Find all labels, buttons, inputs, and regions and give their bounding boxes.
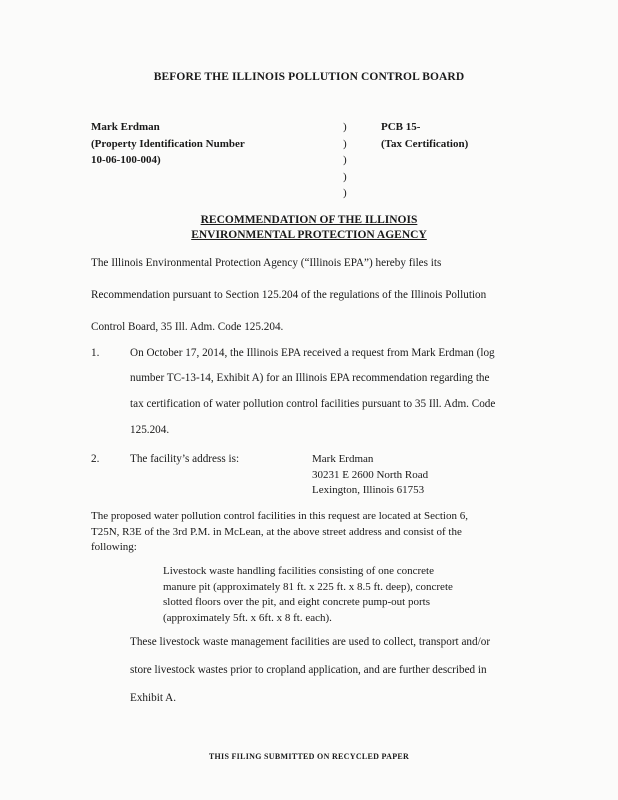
caption-paren: ) bbox=[343, 154, 347, 166]
usage-line: Exhibit A. bbox=[130, 692, 176, 704]
para1-line: number TC-13-14, Exhibit A) for an Illinois EPA recommendation regarding the bbox=[130, 372, 490, 384]
facility-description bbox=[163, 564, 453, 626]
location-line: T25N, R3E of the 3rd P.M. in McLean, at the above street address and consist of the bbox=[91, 525, 462, 538]
caption-paren: ) bbox=[343, 187, 347, 199]
location-line: The proposed water pollution control facilities in this request are located at Section 6, bbox=[91, 510, 468, 522]
board-title: BEFORE THE ILLINOIS POLLUTION CONTROL BOARD bbox=[153, 71, 465, 83]
caption-party-line: (Property Identification Number bbox=[91, 137, 245, 150]
para1-line: 125.204. bbox=[130, 424, 170, 436]
location-line: following: bbox=[91, 541, 137, 553]
intro-line: Control Board, 35 Ill. Adm. Code 125.204. bbox=[91, 321, 284, 333]
intro-line: The Illinois Environmental Protection Agency (“Illinois EPA”) hereby files its bbox=[91, 257, 442, 269]
case-type: (Tax Certification) bbox=[381, 137, 469, 150]
para2-label: The facility’s address is: bbox=[130, 453, 240, 465]
caption-party-line: 10-06-100-004) bbox=[91, 154, 161, 166]
caption-paren: ) bbox=[343, 170, 347, 183]
recommendation-title-line1: RECOMMENDATION OF THE ILLINOIS bbox=[200, 214, 418, 226]
address-line: 30231 E 2600 North Road bbox=[312, 468, 429, 481]
para1-number: 1. bbox=[91, 347, 100, 359]
para1-line: On October 17, 2014, the Illinois EPA received a request from Mark Erdman (log bbox=[130, 347, 495, 359]
para2-number: 2. bbox=[91, 453, 100, 465]
facility-desc-line: slotted floors over the pit, and eight concrete pump-out ports bbox=[163, 596, 430, 608]
caption-parentheses bbox=[343, 119, 347, 202]
address-line: Lexington, Illinois 61753 bbox=[312, 484, 425, 496]
usage-line: store livestock wastes prior to cropland application, and are further described in bbox=[130, 664, 487, 676]
location-paragraph bbox=[91, 509, 468, 556]
caption-party-line: Mark Erdman bbox=[91, 121, 160, 133]
caption-paren: ) bbox=[343, 121, 347, 133]
address-line: Mark Erdman bbox=[312, 453, 374, 465]
footer-recycled-notice: THIS FILING SUBMITTED ON RECYCLED PAPER bbox=[208, 752, 410, 761]
para1-line: tax certification of water pollution control facilities pursuant to 35 Ill. Adm. Code bbox=[130, 398, 496, 410]
intro-line: Recommendation pursuant to Section 125.204 of the regulations of the Illinois Pollution bbox=[91, 289, 487, 301]
caption-paren: ) bbox=[343, 137, 347, 150]
caption-party bbox=[91, 119, 245, 169]
recommendation-title-line2: ENVIRONMENTAL PROTECTION AGENCY bbox=[191, 229, 427, 241]
facility-address bbox=[312, 452, 428, 499]
caption-case bbox=[381, 119, 468, 152]
case-number: PCB 15- bbox=[381, 121, 421, 133]
recommendation-title bbox=[0, 213, 618, 243]
facility-desc-line: Livestock waste handling facilities consisting of one concrete bbox=[163, 565, 434, 577]
usage-line: These livestock waste management facilities are used to collect, transport and/or bbox=[130, 636, 491, 648]
facility-desc-line: manure pit (approximately 81 ft. x 225 ft. x 8.5 ft. deep), concrete bbox=[163, 580, 453, 593]
facility-desc-line: (approximately 5ft. x 6ft. x 8 ft. each). bbox=[163, 611, 332, 624]
